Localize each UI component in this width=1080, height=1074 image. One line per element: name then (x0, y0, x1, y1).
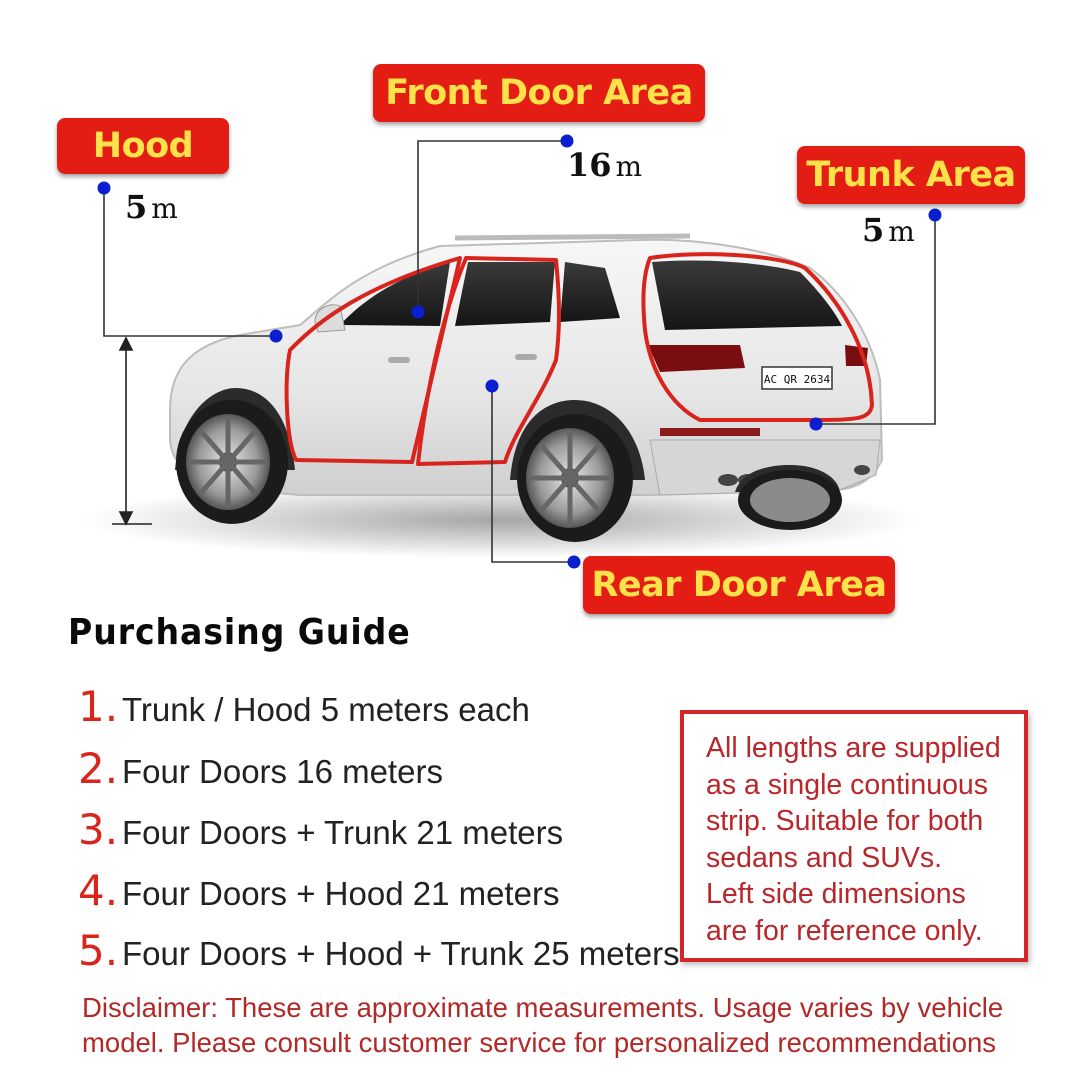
disclaimer-line-2: model. Please consult customer service for personalized recommendations (82, 1027, 997, 1058)
guide-item (78, 744, 443, 793)
guide-item-number: 2. (78, 744, 119, 793)
rear-door-dot-end (568, 556, 581, 569)
disclaimer (82, 990, 1042, 1060)
guide-item-number: 3. (78, 805, 119, 854)
purchasing-guide-title: Purchasing Guide (68, 612, 411, 653)
guide-item-text: Four Doors + Trunk 21 meters (122, 814, 564, 851)
rear-wheel (517, 414, 633, 542)
note-line-2: Left side dimensions are for reference only. (706, 878, 983, 947)
hood-dot-start (98, 182, 111, 195)
hood-measurement-value: 5 (125, 188, 148, 226)
guide-item-text: Four Doors + Hood 21 meters (122, 875, 560, 912)
front-wheel (176, 400, 288, 524)
trunk-tag-label: Trunk Area (806, 155, 1016, 195)
guide-item-number: 1. (78, 682, 119, 731)
guide-item-number: 4. (78, 866, 119, 915)
guide-item (78, 682, 530, 731)
front-door-tag (373, 64, 705, 122)
far-rear-wheel (738, 470, 842, 530)
hood-tag (57, 118, 229, 174)
disclaimer-line-1: Disclaimer: These are approximate measurements. Usage varies by vehicle (82, 992, 1004, 1023)
bumper-reflector (660, 428, 760, 436)
rear-side-window (455, 262, 555, 326)
trunk-measurement (862, 211, 915, 249)
front-door-measurement-unit: m (615, 150, 643, 183)
rear-door-tag (583, 556, 895, 614)
front-door-measurement-value: 16 (567, 146, 612, 184)
tail-light-left (648, 345, 745, 372)
hood-tag-label: Hood (92, 126, 194, 166)
guide-item-text: Four Doors + Hood + Trunk 25 meters (122, 935, 680, 972)
guide-item-text: Trunk / Hood 5 meters each (122, 691, 530, 728)
note-line-1: All lengths are supplied as a single continuous strip. Suitable for both sedans and SUVs. (706, 732, 1001, 874)
roof-rail (455, 236, 690, 238)
guide-item (78, 866, 559, 915)
guide-item-number: 5. (78, 926, 119, 975)
guide-item-text: Four Doors 16 meters (122, 753, 443, 790)
hood-measurement-unit: m (151, 192, 178, 225)
front-door-handle (388, 357, 410, 363)
hood-dot-end (270, 330, 283, 343)
exhaust-far (854, 465, 870, 475)
trunk-measurement-unit: m (888, 215, 915, 248)
trunk-dot-end (810, 418, 823, 431)
rear-door-handle (515, 354, 537, 360)
rear-door-dot-start (486, 380, 499, 393)
trunk-dot-start (929, 209, 942, 222)
license-plate-text: AC QR 2634 (763, 373, 831, 386)
note-box (680, 710, 1028, 962)
rear-door-tag-label: Rear Door Area (591, 565, 887, 605)
front-door-measurement (567, 146, 642, 184)
trunk-tag (797, 146, 1025, 204)
guide-item (78, 926, 680, 975)
height-arrow-icon (112, 338, 152, 524)
trunk-measurement-value: 5 (862, 211, 885, 249)
front-door-tag-label: Front Door Area (385, 73, 693, 113)
guide-item (78, 805, 563, 854)
hood-measurement (125, 188, 178, 226)
front-door-dot-end (412, 306, 425, 319)
exhaust-left (718, 474, 738, 486)
